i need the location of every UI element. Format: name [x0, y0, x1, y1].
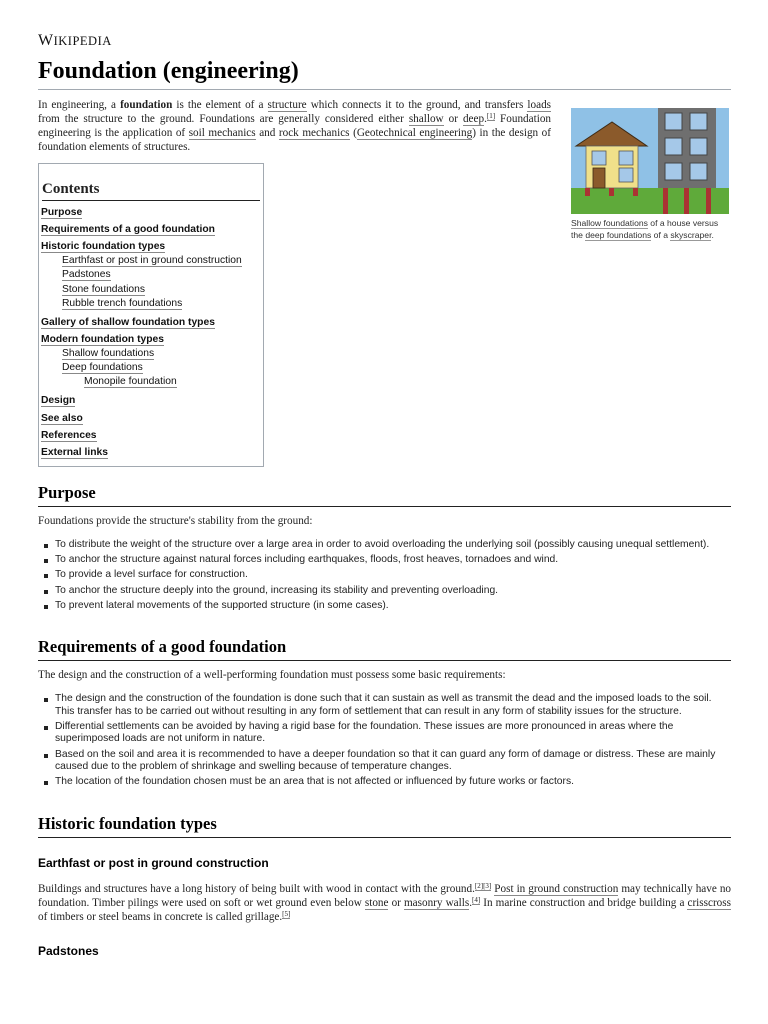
- list-item: To prevent lateral movements of the supported structure (in some cases).: [38, 600, 731, 613]
- link-post-in-ground[interactable]: Post in ground construction: [494, 883, 619, 895]
- list-item: To distribute the weight of the structure over a large area in order to avoid overloading the underlying soil (possibly causing unequal settlement).: [38, 539, 731, 552]
- toc-item-deep[interactable]: Deep foundations: [62, 362, 143, 373]
- toc-item-padstones[interactable]: Padstones: [62, 269, 111, 280]
- link-soil-mechanics[interactable]: soil mechanics: [188, 127, 256, 139]
- intro-paragraph: In engineering, a foundation is the element of a structure which connects it to the ground, and transfers loads from the structure to the ground. Foundations are generally considered either shallow or deep.[1] Foundation engineering is the application of soil mechanics and rock mechanics (Geotechnical engineering) in the design of foundation elements of structures.: [38, 99, 552, 153]
- link-stone[interactable]: stone: [364, 897, 389, 909]
- toc-item-historic[interactable]: Historic foundation types: [41, 241, 166, 252]
- toc-item-references[interactable]: References: [41, 430, 97, 441]
- infobox: [571, 108, 729, 241]
- toc-item-stone[interactable]: Stone foundations: [62, 284, 146, 295]
- foundation-illustration[interactable]: [571, 108, 729, 214]
- heading-requirements: Requirements of a good foundation: [38, 637, 731, 661]
- heading-historic: Historic foundation types: [38, 814, 731, 838]
- ref-5[interactable]: [5]: [282, 910, 291, 918]
- toc-item-external-links[interactable]: External links: [41, 447, 108, 458]
- ref-2[interactable]: [2]: [474, 882, 484, 890]
- link-loads[interactable]: loads: [527, 99, 552, 111]
- table-of-contents: [38, 163, 264, 467]
- wikipedia-wordmark[interactable]: WIKIPEDIA: [38, 32, 112, 49]
- requirements-list: [38, 693, 731, 792]
- list-item: To provide a level surface for construction.: [38, 569, 731, 582]
- link-rock-mechanics[interactable]: rock mechanics: [278, 127, 350, 139]
- toc-item-requirements[interactable]: Requirements of a good foundation: [41, 224, 215, 235]
- page-title: Foundation (engineering): [38, 58, 731, 90]
- toc-item-earthfast[interactable]: Earthfast or post in ground construction: [62, 255, 242, 266]
- list-item: Differential settlements can be avoided by having a rigid base for the foundation. These issues are more pronounced in areas where the superimposed loads are not uniform in nature.: [38, 721, 731, 746]
- toc-item-design[interactable]: Design: [41, 395, 76, 406]
- link-structure[interactable]: structure: [267, 99, 307, 111]
- caption-link-skyscraper[interactable]: skyscraper: [670, 230, 712, 240]
- toc-item-modern[interactable]: Modern foundation types: [41, 334, 164, 345]
- link-deep[interactable]: deep: [462, 113, 485, 125]
- link-shallow[interactable]: shallow: [408, 113, 444, 125]
- caption-link-shallow[interactable]: Shallow foundations: [571, 218, 648, 228]
- ref-3[interactable]: [3]: [483, 882, 492, 890]
- list-item: Based on the soil and area it is recommended to have a deeper foundation so that it can guard any form of damage or distress. These are mainly caused due to the problem of shrinkage and swelling because of temperature changes.: [38, 749, 731, 774]
- toc-item-monopile[interactable]: Monopile foundation: [84, 376, 177, 387]
- heading-purpose: Purpose: [38, 483, 731, 507]
- purpose-intro: Foundations provide the structure's stability from the ground:: [38, 515, 313, 527]
- link-geotechnical[interactable]: Geotechnical engineering: [356, 127, 473, 139]
- purpose-list: [38, 539, 731, 615]
- toc-item-rubble[interactable]: Rubble trench foundations: [62, 298, 183, 309]
- list-item: The design and the construction of the foundation is done such that it can sustain as well as transmit the dead and the imposed loads to the soil. This transfer has to be carried out without resulting in any form of settlement that can result in any form of stability issues for the structure.: [38, 693, 731, 718]
- toc-item-purpose[interactable]: Purpose: [41, 207, 83, 218]
- toc-item-shallow[interactable]: Shallow foundations: [62, 348, 155, 359]
- list-item: To anchor the structure against natural forces including earthquakes, floods, frost heaves, tornadoes and wind.: [38, 554, 731, 567]
- list-item: The location of the foundation chosen must be an area that is not affected or influenced by future works or factors.: [38, 776, 731, 789]
- toc-item-see-also[interactable]: See also: [41, 413, 83, 424]
- heading-earthfast: Earthfast or post in ground construction: [38, 856, 269, 870]
- list-item: To anchor the structure deeply into the ground, increasing its stability and preventing overloading.: [38, 585, 731, 598]
- requirements-intro: The design and the construction of a well-performing foundation must possess some basic requirements:: [38, 669, 506, 681]
- earthfast-paragraph: Buildings and structures have a long history of being built with wood in contact with the ground.[2][3] Post in ground construction may technically have no foundation. Timber pilings were used on soft or wet ground even below stone or masonry walls.[4] In marine construction and bridge building a crisscross of timbers or steel beams in concrete is called grillage.[5]: [38, 882, 732, 923]
- heading-padstones: Padstones: [38, 944, 99, 958]
- ref-4[interactable]: [4]: [472, 896, 481, 904]
- toc-title: Contents: [42, 181, 260, 201]
- infobox-caption: Shallow foundations of a house versus the deep foundations of a skyscraper.: [571, 218, 719, 240]
- link-masonry-walls[interactable]: masonry walls: [403, 897, 470, 909]
- ref-1[interactable]: [1]: [486, 112, 496, 120]
- caption-link-deep[interactable]: deep foundations: [585, 230, 652, 240]
- link-crisscross[interactable]: crisscross: [687, 897, 731, 909]
- toc-item-gallery[interactable]: Gallery of shallow foundation types: [41, 317, 215, 328]
